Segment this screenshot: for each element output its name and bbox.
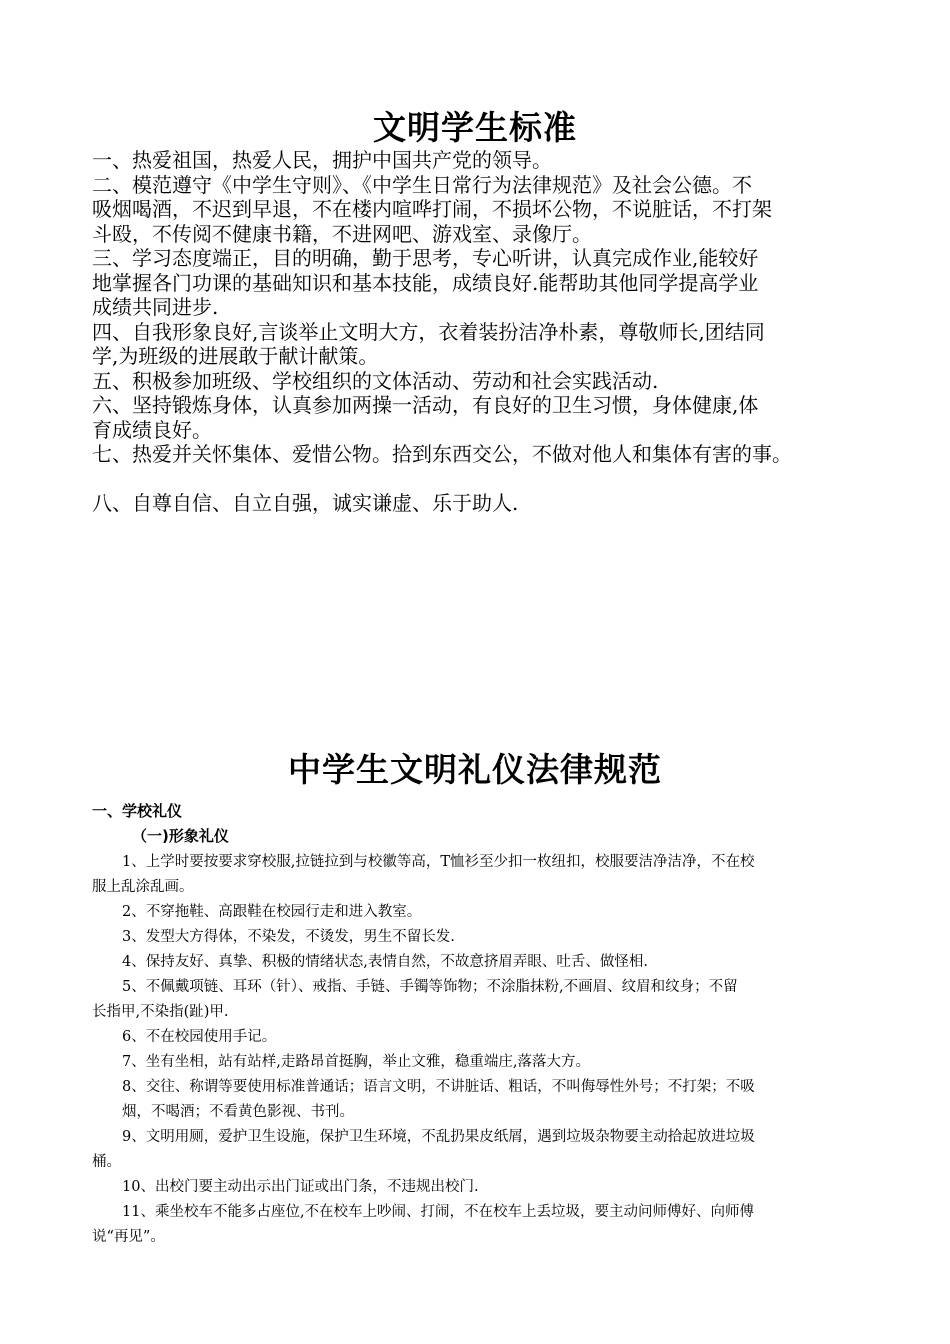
rule-item-line: 服上乱涂乱画。 bbox=[92, 879, 194, 895]
rule-item bbox=[92, 850, 872, 900]
rule-item bbox=[92, 950, 872, 975]
title-etiquette-norms: 中学生文明礼仪法律规范 bbox=[288, 750, 662, 789]
standard-item-line: 成绩共同进步. bbox=[92, 295, 219, 319]
rule-item-line: 说“再见”。 bbox=[92, 1229, 165, 1245]
rule-item-line: 5、不佩戴项链、耳环（针）、戒指、手链、手镯等饰物；不涂脂抹粉,不画眉、纹眉和纹身；不留 bbox=[122, 979, 738, 995]
standard-item-line: 六、坚持锻炼身体，认真参加两操一活动，有良好的卫生习惯，身体健康,体 bbox=[92, 393, 759, 417]
rule-item-line: 7、坐有坐相，站有站样,走路昂首挺胸，举止文雅，稳重端庄,落落大方。 bbox=[122, 1054, 590, 1070]
standard-item-line: 四、自我形象良好,言谈举止文明大方，衣着装扮洁净朴素，尊敬师长,团结同 bbox=[92, 319, 765, 344]
standard-item-line: 育成绩良好。 bbox=[92, 417, 212, 442]
rule-item bbox=[92, 1075, 872, 1125]
standard-item-line: 吸烟喝酒，不迟到早退，不在楼内喧哗打闹，不损坏公物，不说脏话，不打架 bbox=[92, 197, 772, 221]
standard-item-line: 斗殴，不传阅不健康书籍，不进网吧、游戏室、录像厅。 bbox=[92, 221, 592, 246]
rule-item-line: 3、发型大方得体，不染发，不烫发，男生不留长发. bbox=[122, 929, 455, 945]
standard-item-line: 七、热爱并关怀集体、爱惜公物。拾到东西交公，不做对他人和集体有害的事。 bbox=[92, 442, 792, 466]
rule-item bbox=[92, 925, 872, 950]
standard-item-line: 八、自尊自信、自立自强，诚实谦虚、乐于助人. bbox=[92, 490, 519, 515]
rule-item-line: 1、上学时要按要求穿校服,拉链拉到与校徽等高，T恤衫至少扣一枚纽扣，校服要洁净洁净，不在校 bbox=[122, 854, 755, 870]
title-civilized-student-standards: 文明学生标准 bbox=[373, 108, 577, 147]
standard-item-line: 五、积极参加班级、学校组织的文体活动、劳动和社会实践活动. bbox=[92, 368, 659, 393]
rule-item bbox=[92, 1200, 872, 1250]
rule-item-line: 长指甲,不染指(趾)甲. bbox=[92, 1004, 229, 1020]
rule-item-line: 6、不在校园使用手记。 bbox=[122, 1029, 277, 1045]
section-heading-school-etiquette: 一、学校礼仪 bbox=[92, 802, 183, 820]
rule-item bbox=[92, 975, 872, 1025]
rule-item-line: 10、出校门要主动出示出门证或出门条，不违规出校门. bbox=[122, 1179, 479, 1195]
rule-item-line: 2、不穿拖鞋、高跟鞋在校园行走和进入教室。 bbox=[122, 904, 422, 920]
rule-item-line: 烟，不喝酒；不看黄色影视、书刊。 bbox=[122, 1104, 354, 1120]
standard-item-line: 地掌握各门功课的基础知识和基本技能，成绩良好.能帮助其他同学提高学业 bbox=[92, 270, 759, 295]
rule-item bbox=[92, 1175, 872, 1200]
rule-item-line: 9、文明用厕，爱护卫生设施，保护卫生环境，不乱扔果皮纸屑，遇到垃圾杂物要主动拾起放进垃圾 bbox=[122, 1129, 755, 1145]
rule-item-line: 桶。 bbox=[92, 1154, 121, 1170]
rule-item bbox=[92, 1025, 872, 1050]
subsection-heading-image-etiquette: （一)形象礼仪 bbox=[132, 827, 229, 845]
standards-list bbox=[92, 148, 882, 515]
rule-item bbox=[92, 1050, 872, 1075]
rule-item-line: 4、保持友好、真挚、积极的情绪状态,表情自然，不故意挤眉弄眼、吐舌、做怪相. bbox=[122, 954, 648, 970]
rule-item bbox=[92, 1125, 872, 1175]
rule-item-line: 8、交往、称谓等要使用标准普通话；语言文明，不讲脏话、粗话，不叫侮辱性外号；不打架；不吸 bbox=[122, 1079, 755, 1095]
rule-item-line: 11、乘坐校车不能多占座位,不在校车上吵闹、打闹，不在校车上丢垃圾，要主动问师傅好、向师傅 bbox=[122, 1204, 755, 1220]
rule-item bbox=[92, 900, 872, 925]
standard-item-line: 二、模范遵守《中学生守则》、《中学生日常行为法律规范》及社会公德。不 bbox=[92, 172, 752, 197]
standard-item-line: 一、热爱祖国，热爱人民，拥护中国共产党的领导。 bbox=[92, 148, 552, 172]
etiquette-rules-list bbox=[92, 850, 872, 1250]
standard-item-line: 学,为班级的进展敢于献计献策。 bbox=[92, 344, 379, 368]
standard-item-line: 三、学习态度端正，目的明确，勤于思考，专心听讲，认真完成作业,能较好 bbox=[92, 246, 759, 270]
